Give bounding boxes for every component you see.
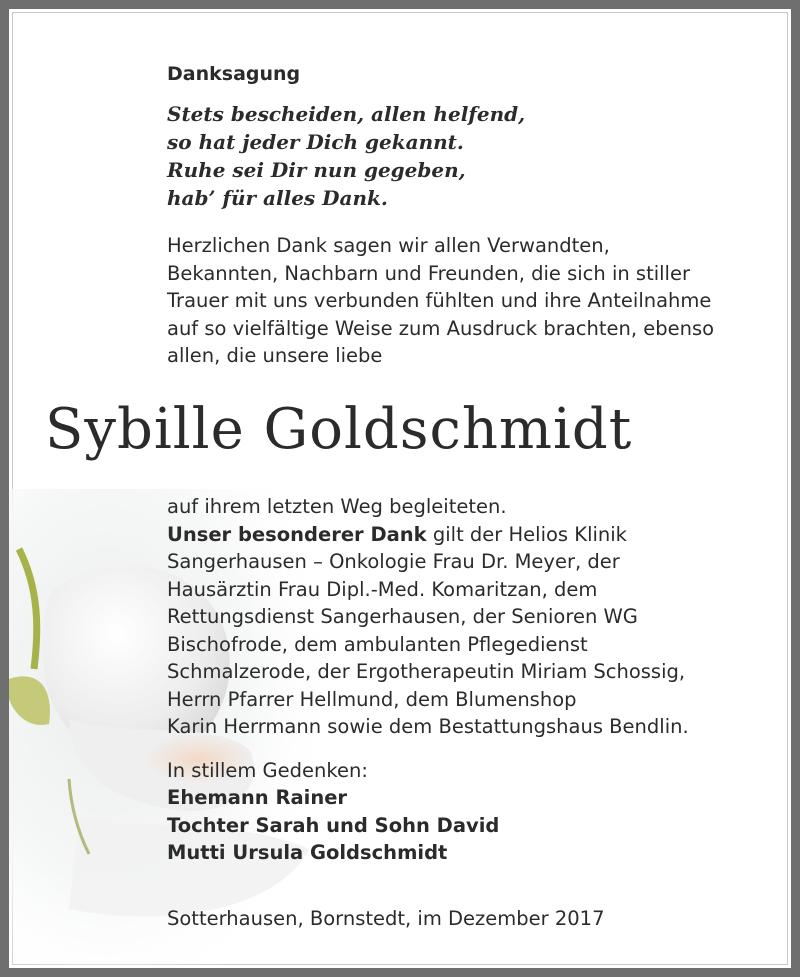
signer: Tochter Sarah und Sohn David bbox=[167, 813, 500, 837]
poem-line: hab’ für alles Dank. bbox=[167, 186, 388, 210]
intro-line: Herzlichen Dank sagen wir allen Verwandten, bbox=[167, 234, 610, 257]
thanks-line: Hausärztin Frau Dipl.-Med. Komaritzan, dem bbox=[167, 577, 598, 601]
deceased-name: Sybille Goldschmidt bbox=[45, 397, 633, 462]
thanks-line: Schmalzerode, der Ergotherapeutin Miriam Schossig, bbox=[167, 660, 686, 683]
poem bbox=[167, 100, 787, 212]
thanks-line: Bischofrode, dem ambulanten Pflegedienst bbox=[167, 632, 588, 656]
lower-text bbox=[167, 493, 787, 867]
special-thanks-bold: Unser besonderer Dank bbox=[167, 522, 427, 546]
special-thanks-line bbox=[167, 521, 787, 549]
thanks-line: Herrn Pfarrer Hellmund, dem Blumenshop bbox=[167, 687, 577, 711]
thanks-line: Rettungsdienst Sangerhausen, der Senioren WG bbox=[167, 605, 638, 628]
signers-block bbox=[167, 757, 787, 867]
place-date: Sotterhausen, Bornstedt, im Dezember 2017 bbox=[167, 907, 605, 930]
signer: Mutti Ursula Goldschmidt bbox=[167, 841, 448, 864]
upper-text bbox=[167, 63, 787, 370]
intro-line: auf so vielfältige Weise zum Ausdruck brachten, ebenso bbox=[167, 316, 715, 340]
thanks-paragraph bbox=[167, 493, 787, 741]
intro-line: Bekannten, Nachbarn und Freunden, die sich in stiller bbox=[167, 261, 690, 285]
thanks-line: Sangerhausen – Onkologie Frau Dr. Meyer, der bbox=[167, 550, 620, 573]
intro-paragraph bbox=[167, 232, 787, 370]
signer: Ehemann Rainer bbox=[167, 786, 348, 809]
poem-line: Ruhe sei Dir nun gegeben, bbox=[167, 158, 466, 182]
poem-line: so hat jeder Dich gekannt. bbox=[167, 130, 464, 154]
heading: Danksagung bbox=[167, 63, 301, 85]
after-name-line: auf ihrem letzten Weg begleiteten. bbox=[167, 495, 507, 518]
intro-line: allen, die unsere liebe bbox=[167, 344, 383, 367]
remembrance-label: In stillem Gedenken: bbox=[167, 758, 368, 782]
thanks-line: Karin Herrmann sowie dem Bestattungshaus Bendlin. bbox=[167, 715, 689, 738]
intro-line: Trauer mit uns verbunden fühlten und ihre Anteilnahme bbox=[167, 289, 712, 312]
poem-line: Stets bescheiden, allen helfend, bbox=[167, 102, 526, 126]
special-thanks-rest: gilt der Helios Klinik bbox=[426, 522, 627, 546]
